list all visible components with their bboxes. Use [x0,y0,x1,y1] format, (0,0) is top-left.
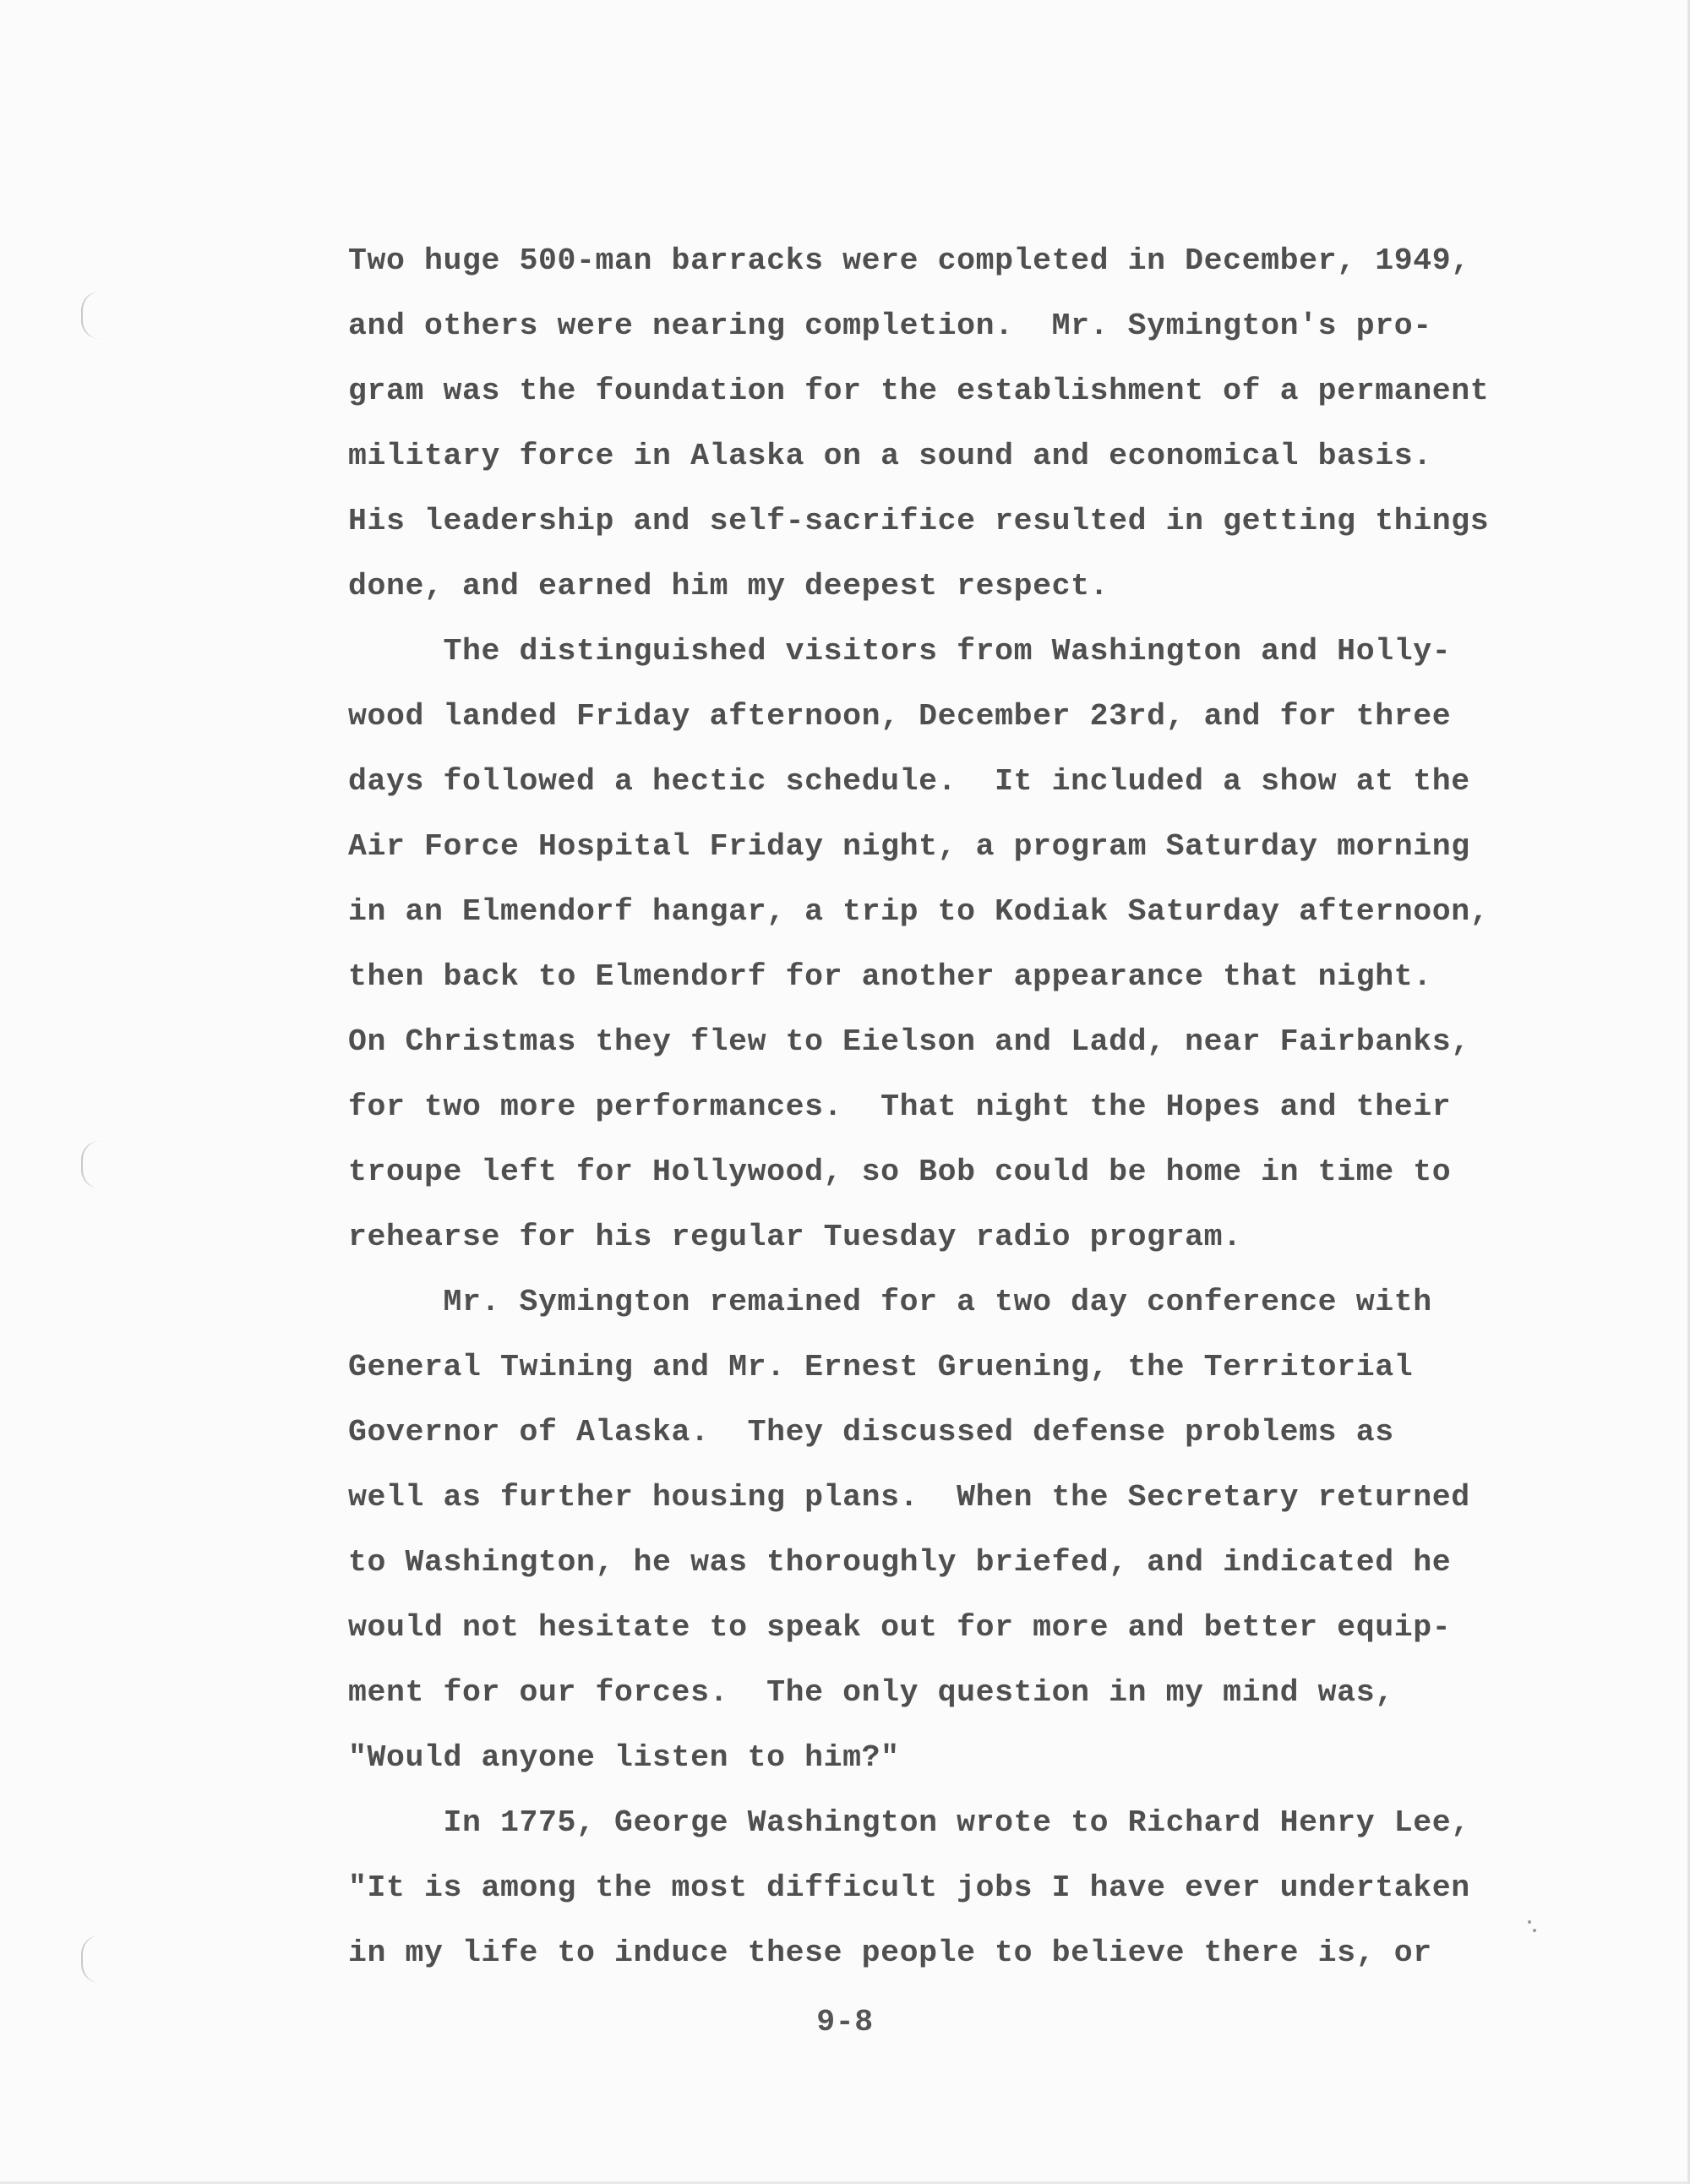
punch-hole-mark-top [81,292,100,339]
typewritten-body [348,228,1531,1985]
text-line: to Washington, he was thoroughly briefed, and indicated he [348,1545,1452,1580]
text-line: in my life to induce these people to believe there is, or [348,1936,1432,1970]
text-line: in an Elmendorf hangar, a trip to Kodiak Saturday afternoon, [348,894,1490,929]
page-number: 9-8 [816,2005,874,2039]
text-line: His leadership and self-sacrifice resulted in getting things [348,504,1490,538]
text-line: "It is among the most difficult jobs I have ever undertaken [348,1870,1470,1905]
text-line: The distinguished visitors from Washington and Holly- [348,634,1452,669]
text-line: well as further housing plans. When the Secretary returned [348,1480,1470,1515]
text-line: General Twining and Mr. Ernest Gruening, the Territorial [348,1350,1414,1384]
text-line: wood landed Friday afternoon, December 23rd, and for three [348,699,1452,734]
text-line: would not hesitate to speak out for more and better equip- [348,1610,1452,1645]
text-line: Two huge 500-man barracks were completed in December, 1949, [348,243,1470,278]
text-line: "Would anyone listen to him?" [348,1740,900,1775]
punch-hole-mark-bottom [81,1936,100,1983]
text-line: for two more performances. That night the Hopes and their [348,1089,1452,1124]
text-line: military force in Alaska on a sound and economical basis. [348,439,1432,473]
text-line: ment for our forces. The only question in my mind was, [348,1675,1394,1710]
text-line: On Christmas they flew to Eielson and Ladd, near Fairbanks, [348,1024,1470,1059]
text-line: days followed a hectic schedule. It included a show at the [348,764,1470,799]
text-line: Mr. Symington remained for a two day conference with [348,1285,1432,1319]
text-line: troupe left for Hollywood, so Bob could be home in time to [348,1155,1452,1189]
text-line: Governor of Alaska. They discussed defense problems as [348,1415,1394,1450]
punch-hole-mark-middle [81,1141,100,1188]
text-line: done, and earned him my deepest respect. [348,569,1109,603]
text-line: and others were nearing completion. Mr. Symington's pro- [348,308,1432,343]
text-line: Air Force Hospital Friday night, a program Saturday morning [348,829,1470,864]
scan-speck [1533,1929,1536,1932]
text-line: then back to Elmendorf for another appearance that night. [348,959,1432,994]
text-line: In 1775, George Washington wrote to Richard Henry Lee, [348,1805,1470,1840]
text-line: rehearse for his regular Tuesday radio program. [348,1220,1242,1254]
text-line: gram was the foundation for the establishment of a permanent [348,374,1490,408]
